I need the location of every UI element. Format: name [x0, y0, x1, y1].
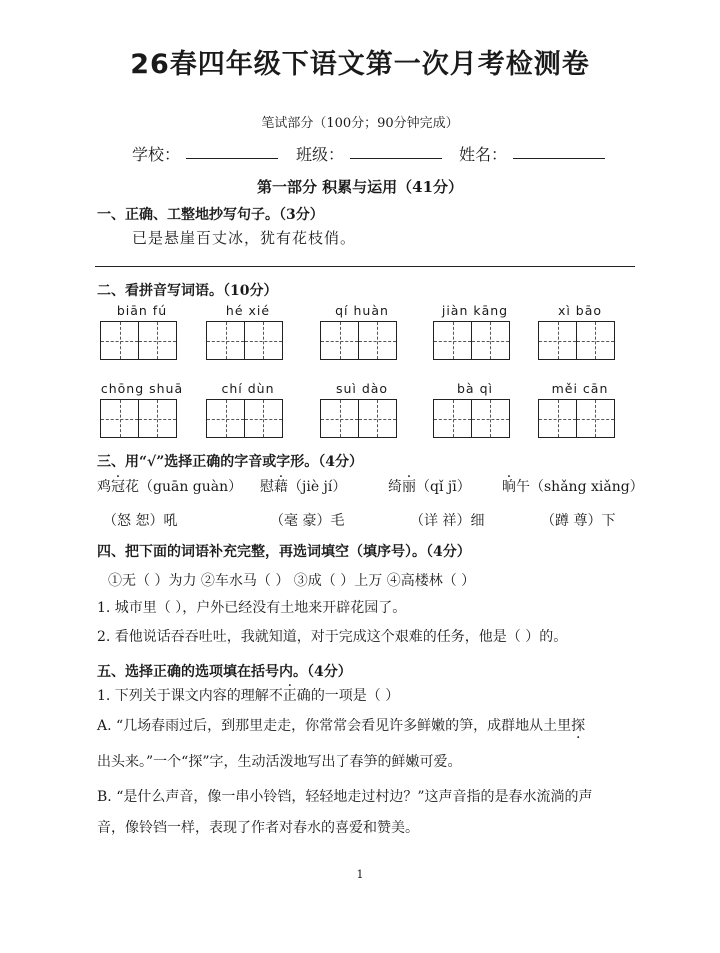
writing-grid[interactable]	[206, 321, 283, 360]
choice-item-weijie[interactable]	[260, 476, 346, 496]
exam-subtitle: 笔试部分（100分；90分钟完成）	[261, 116, 459, 131]
writing-grid[interactable]	[538, 399, 615, 438]
choice-item-guanhua[interactable]	[97, 476, 242, 496]
option-b-line-2: 音，像铃铛一样，表现了作者对春水的喜爱和赞美。	[97, 820, 419, 836]
choice-options: （qǐ jī）	[416, 479, 471, 495]
class-field[interactable]	[350, 158, 442, 159]
question-2-title: 二、看拼音写词语。（10分）	[97, 283, 278, 299]
choice-item-xiangxi[interactable]: （详 祥）细	[410, 513, 485, 529]
word-char: 绮	[388, 479, 402, 495]
emphasis-char: 探	[571, 718, 586, 734]
option-a-line-1	[97, 715, 585, 735]
option-a-line-2: 出头来。”一个“探”字，生动活泼地写出了春笋的鲜嫩可爱。	[97, 754, 462, 770]
emphasis-text: 不正确	[268, 688, 311, 704]
copy-answer-line[interactable]	[95, 266, 635, 267]
word-char: 花	[125, 479, 139, 495]
writing-grid[interactable]	[320, 399, 397, 438]
pinyin-label: chí dùn	[221, 381, 275, 396]
school-label: 学校：	[132, 145, 181, 164]
mc-question-1[interactable]	[97, 685, 399, 705]
exam-title: 26春四年级下语文第一次月考检测卷	[130, 49, 590, 80]
question-5-title: 五、选择正确的选项填在括号内。（4分）	[97, 664, 352, 680]
idiom-options: ①无（ ）为力 ②车水马（ ） ③成（ ）上万 ④高楼林（ ）	[108, 573, 476, 589]
word-char-dotted: 丽	[402, 479, 416, 495]
page-number: 1	[356, 868, 364, 881]
question-text: 1. 下列关于课文内容的理解	[97, 688, 269, 704]
choice-item-nuhou[interactable]: （怒 恕）吼	[103, 513, 178, 529]
pinyin-label: jiàn kāng	[441, 303, 509, 318]
word-char: 鸡	[97, 479, 111, 495]
word-char-dotted: 藉	[274, 479, 288, 495]
word-char: 慰	[260, 479, 274, 495]
class-label: 班级：	[296, 145, 345, 164]
question-text: 的一项是（ ）	[310, 688, 400, 704]
choice-options: （shǎng xiǎng）	[530, 479, 644, 495]
writing-grid[interactable]	[538, 321, 615, 360]
question-1-title: 一、正确、工整地抄写句子。（3分）	[97, 207, 324, 223]
choice-item-shangwu[interactable]	[502, 476, 644, 496]
pinyin-label: měi cān	[551, 381, 609, 396]
school-field[interactable]	[186, 158, 278, 159]
writing-grid[interactable]	[100, 321, 177, 360]
question-3-title: 三、用“√”选择正确的字音或字形。（4分）	[97, 454, 364, 470]
question-4-title: 四、把下面的词语补充完整，再选词填空（填序号）。（4分）	[97, 544, 471, 560]
choice-item-haomao[interactable]: （毫 豪）毛	[270, 513, 345, 529]
option-b-line-1: B. “是什么声音，像一串小铃铛，轻轻地走过村边？”这声音指的是春水流淌的声	[97, 789, 593, 805]
writing-grid[interactable]	[206, 399, 283, 438]
choice-options: （jiè jí）	[288, 479, 347, 495]
name-label: 姓名：	[459, 145, 508, 164]
pinyin-label: chōng shuā	[100, 381, 184, 396]
choice-options: （guān guàn）	[139, 479, 243, 495]
pinyin-label: suì dào	[335, 381, 389, 396]
copy-sentence: 已是悬崖百丈冰，犹有花枝俏。	[132, 229, 357, 247]
choice-item-dunxia[interactable]: （蹲 尊）下	[541, 513, 616, 529]
word-char-dotted: 晌	[502, 479, 516, 495]
word-char: 午	[516, 479, 530, 495]
pinyin-label: qí huàn	[335, 303, 389, 318]
writing-grid[interactable]	[320, 321, 397, 360]
pinyin-label: hé xié	[225, 303, 271, 318]
choice-item-qili[interactable]	[388, 476, 471, 496]
writing-grid[interactable]	[100, 399, 177, 438]
word-char-dotted: 冠	[111, 479, 125, 495]
pinyin-label: xì bāo	[557, 303, 603, 318]
pinyin-label: biān fú	[116, 303, 168, 318]
fill-sentence-2[interactable]: 2. 看他说话吞吞吐吐，我就知道，对于完成这个艰难的任务，他是（ ）的。	[97, 629, 568, 645]
writing-grid[interactable]	[433, 321, 510, 360]
writing-grid[interactable]	[433, 399, 510, 438]
pinyin-label: bà qì	[457, 381, 493, 396]
fill-sentence-1[interactable]: 1. 城市里（ ），户外已经没有土地来开辟花园了。	[97, 600, 407, 616]
part-one-title: 第一部分 积累与运用（41分）	[256, 178, 464, 196]
option-text: A. “几场春雨过后，到那里走走，你常常会看见许多鲜嫩的笋，成群地从土里	[97, 718, 572, 734]
name-field[interactable]	[513, 158, 605, 159]
